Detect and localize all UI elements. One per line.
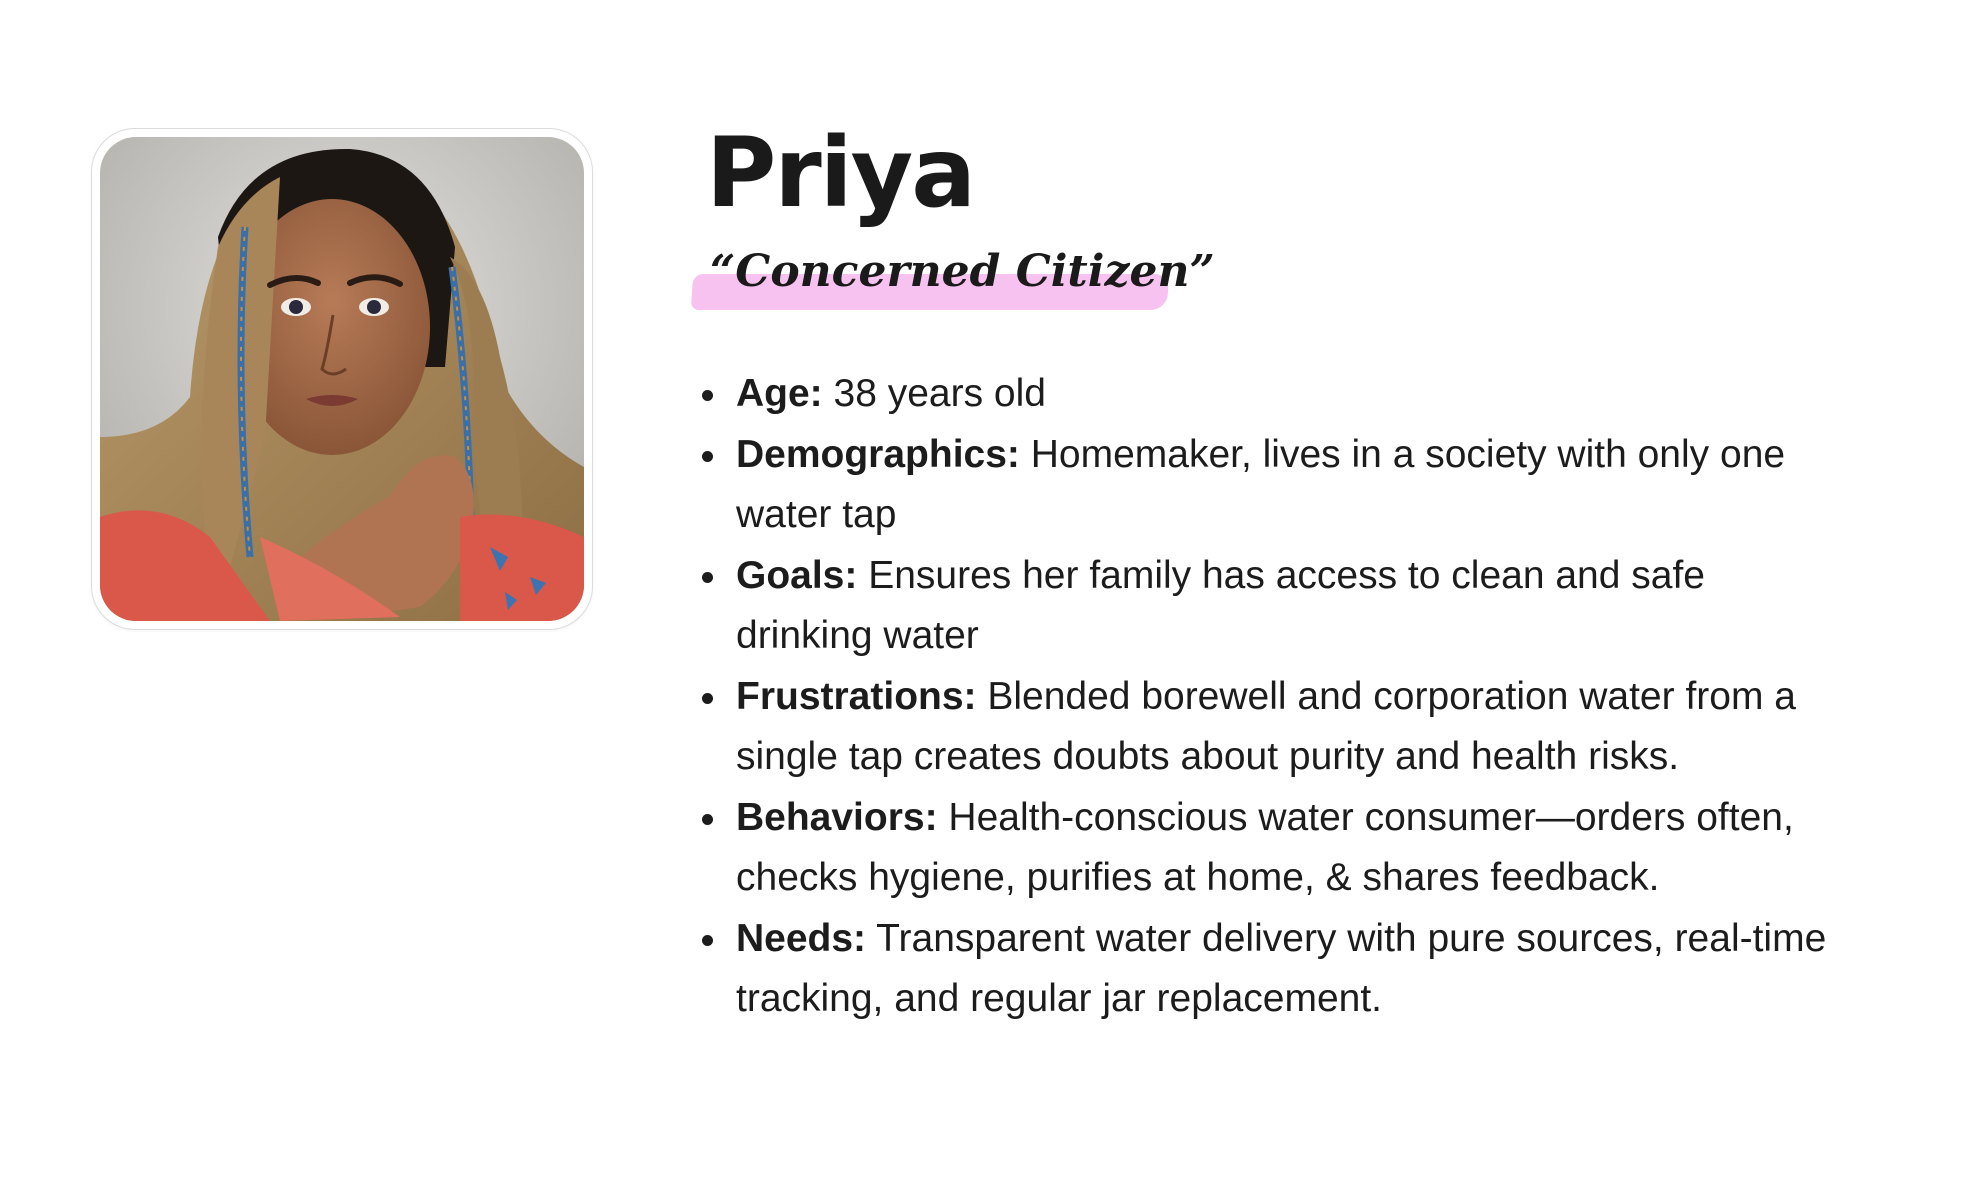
bullet-dot-icon — [702, 390, 713, 401]
bullet-dot-icon — [702, 935, 713, 946]
detail-label: Age: — [736, 372, 823, 415]
persona-photo — [100, 137, 584, 621]
detail-needs — [736, 909, 1846, 1030]
detail-text: Blended borewell and corporation water from a single tap creates doubts about purity and health risks. — [736, 674, 1796, 778]
detail-frustrations — [736, 667, 1846, 788]
detail-age — [736, 364, 1846, 425]
detail-goals — [736, 546, 1846, 667]
portrait-illustration — [100, 137, 584, 621]
detail-label: Frustrations: — [736, 674, 977, 718]
detail-text: Homemaker, lives in a society with only one water tap — [736, 432, 1786, 536]
persona-photo-frame — [91, 128, 593, 630]
persona-details-list — [736, 364, 1846, 1030]
detail-label: Goals: — [736, 553, 858, 597]
detail-text: Ensures her family has access to clean and safe drinking water — [736, 553, 1705, 657]
tagline-text: “Concerned Citizen” — [710, 246, 1215, 297]
detail-behaviors — [736, 788, 1846, 909]
detail-demographics — [736, 425, 1846, 546]
detail-label: Demographics: — [736, 432, 1020, 476]
bullet-dot-icon — [702, 451, 713, 462]
persona-name: Priya — [706, 117, 974, 229]
detail-text: Transparent water delivery with pure sources, real-time tracking, and regular jar replacement. — [736, 916, 1827, 1020]
detail-label: Needs: — [736, 916, 867, 960]
bullet-dot-icon — [702, 693, 713, 704]
bullet-dot-icon — [702, 572, 713, 583]
bullet-dot-icon — [702, 814, 713, 825]
persona-tagline — [692, 240, 1215, 316]
detail-label: Behaviors: — [736, 795, 938, 839]
detail-text: 38 years old — [822, 372, 1046, 415]
detail-text: Health-conscious water consumer—orders often, checks hygiene, purifies at home, & shares feedback. — [736, 795, 1794, 899]
